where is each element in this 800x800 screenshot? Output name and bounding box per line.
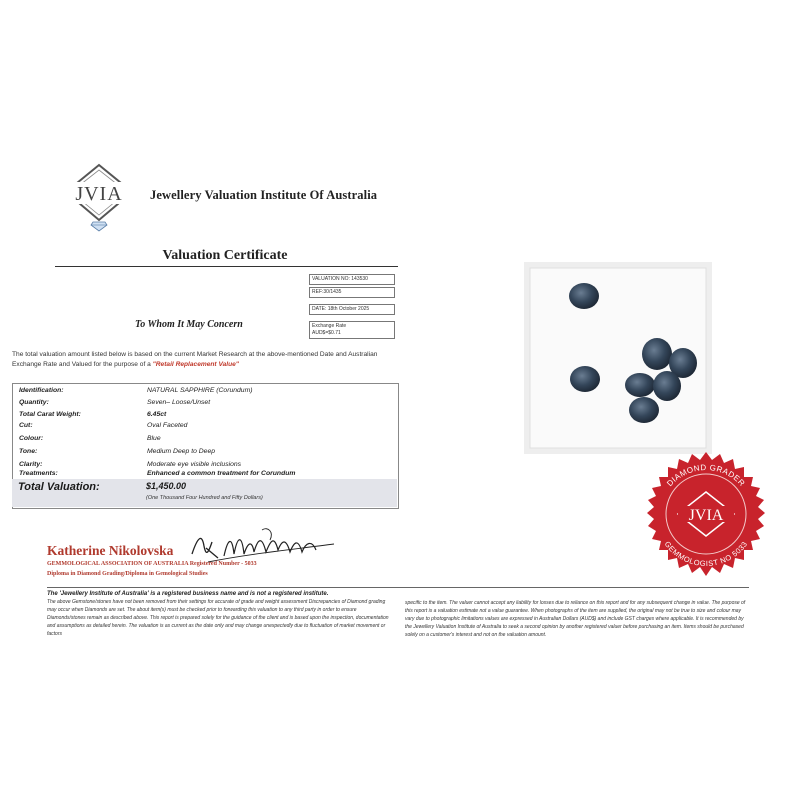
jvia-seal	[638, 448, 774, 584]
seal-center-text: JVIA	[688, 507, 724, 524]
gemstone-photo	[524, 262, 712, 454]
sapphire-stone	[642, 338, 672, 370]
valuation-date: DATE: 18th October 2025	[309, 304, 395, 315]
sapphire-stone	[625, 373, 655, 397]
reference-box	[309, 274, 395, 341]
fine-print-left	[47, 590, 392, 638]
detail-label: Quantity:	[19, 399, 49, 406]
logo-text: JVIA	[75, 183, 123, 205]
disclaimer-text-left: The above Gemstone/stones have not been removed from their settings for accurate of grade and weight assessment Discrepancies of Diamond grading may occur when Diamonds are set. The about item(s) must be checked prior to forwarding this valuation to any third party in order to ensure Diamonds/stones remain as described above. This report is prepared solely for the guidance of the client and is based upon the inspection, documentation and assumptions as detailed herein. The valuation is as current as the date only and may change unexpectedly due to fluctuation of market movement or factors	[47, 599, 389, 637]
sapphire-stone	[629, 397, 659, 423]
intro-text: The total valuation amount listed below is based on the current Market Research at the above-mentioned Date and Australian Exchange Rate and Valued for the purpose of a	[12, 351, 378, 368]
total-valuation-label: Total Valuation:	[18, 481, 100, 493]
sapphire-stone	[570, 366, 600, 392]
certificate-title: Valuation Certificate	[162, 248, 288, 263]
title-divider	[55, 266, 398, 267]
detail-value: Medium Deep to Deep	[147, 448, 216, 455]
diploma-line: Diploma in Diamond Grading/Diploma in Gemological Studies	[47, 571, 208, 577]
detail-label: Treatments:	[19, 470, 58, 477]
disclaimer-lead: The 'Jewellery Institute of Australia' is a registered business name and is not a registered institute.	[47, 591, 329, 597]
fine-print-right: specific to the item. The valuer cannot accept any liability for losses due to reliance on this report and for any subsequent change in value. The purpose of this report is a valuation estimate not a value guarantee. When photographs of the item are supplied, the original may not be true to size and colour may vary due to photographic limitations values are expressed in Australian Dollars (AUD$) and include GST charges where applicable. It is recommended by the Jewellery Valuation Institute of Australia to seek a second opinion by another registered valuer before purchasing an item. Items should be purchased solely on a customer's interest and not on the valuation amount.	[405, 600, 746, 638]
institute-name: Jewellery Valuation Institute Of Australia	[150, 188, 378, 202]
detail-label: Colour:	[19, 435, 44, 442]
detail-value: Enhanced a common treatment for Corundum	[147, 470, 296, 477]
detail-label: Cut:	[19, 422, 33, 429]
detail-label: Clarity:	[19, 461, 43, 468]
intro-paragraph	[12, 350, 397, 370]
association-line: GEMMOLOGICAL ASSOCIATION OF AUSTRALIA Registered Number - 5033	[47, 561, 257, 567]
salutation: To Whom It May Concern	[135, 319, 243, 330]
footer-divider	[47, 587, 749, 588]
total-valuation-amount: $1,450.00	[146, 481, 187, 491]
valuation-number: VALUATION NO: 143530	[309, 274, 395, 285]
sapphire-stone	[569, 283, 599, 309]
detail-label: Identification:	[19, 387, 64, 394]
detail-value: Oval Faceted	[147, 422, 188, 429]
exchange-rate-label: Exchange Rate	[312, 323, 347, 329]
detail-value: 6.45ct	[147, 411, 167, 418]
detail-value: Blue	[147, 435, 161, 442]
exchange-rate-value: AUD$=$0.71	[312, 330, 341, 336]
detail-label: Total Carat Weight:	[19, 411, 81, 418]
sapphire-stone	[653, 371, 681, 401]
exchange-rate	[309, 321, 395, 339]
diamond-icon	[91, 222, 107, 231]
seal-bottom-text: GEMMOLOGIST NO 5033	[662, 539, 750, 569]
detail-value: Moderate eye visible inclusions	[147, 461, 242, 468]
jvia-logo	[62, 162, 136, 232]
total-valuation-words: (One Thousand Four Hundred and Fifty Dollars)	[146, 495, 263, 501]
signatory-name: Katherine Nikolovska	[47, 543, 174, 558]
detail-label: Tone:	[19, 448, 38, 455]
seal-top-text: DIAMOND GRADER	[665, 462, 747, 489]
reference-number: REF:30/1435	[309, 287, 395, 298]
valuation-purpose: "Retail Replacement Value"	[152, 361, 239, 368]
detail-value: NATURAL SAPPHIRE (Corundum)	[147, 387, 253, 394]
detail-value: Seven– Loose/Unset	[147, 399, 211, 406]
